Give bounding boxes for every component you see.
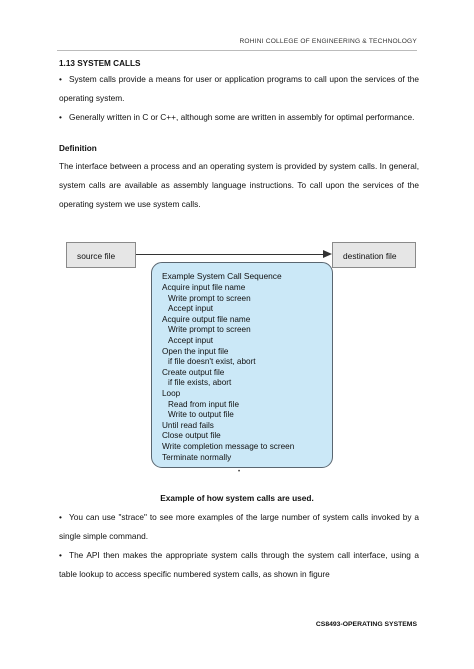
sequence-step: Create output file xyxy=(162,367,225,377)
bullet-text: Generally written in C or C++, although some are written in assembly for optimal performance. xyxy=(69,112,415,122)
sequence-step: Acquire output file name xyxy=(162,314,251,324)
definition-text: The interface between a process and an operating system is provided by system calls. In general, system calls are available as assembly language instructions. To call upon the services of the operating system we use system calls. xyxy=(59,161,419,209)
source-file-box: source file xyxy=(66,242,136,268)
system-call-figure xyxy=(66,238,418,478)
flow-arrow-line xyxy=(136,254,324,255)
sequence-step: Accept input xyxy=(168,304,214,314)
bullet-item xyxy=(59,508,419,546)
sequence-step: if file doesn't exist, abort xyxy=(168,357,256,367)
header-divider xyxy=(57,50,417,51)
sequence-step: Write prompt to screen xyxy=(168,293,251,303)
sequence-step: Open the input file xyxy=(162,346,229,356)
sequence-title: Example System Call Sequence xyxy=(162,271,282,281)
bullet-item xyxy=(59,70,419,108)
bullet-icon: • xyxy=(59,112,62,122)
arrow-head-icon xyxy=(323,250,332,258)
section-title: 1.13 SYSTEM CALLS xyxy=(59,59,141,68)
sequence-step: Read from input file xyxy=(168,399,239,409)
sequence-step: Write prompt to screen xyxy=(168,325,251,335)
figure-caption: Example of how system calls are used. xyxy=(160,493,314,503)
sequence-step: Until read fails xyxy=(162,420,214,430)
sequence-steps xyxy=(162,283,332,463)
bullet-text: You can use "strace" to see more examples of the large number of system calls invoked by a single simple command. xyxy=(59,512,419,541)
stray-dot: • xyxy=(238,469,241,475)
sequence-step: Accept input xyxy=(168,335,214,345)
bullet-icon: • xyxy=(59,512,62,522)
sequence-step: Terminate normally xyxy=(162,452,232,462)
bullet-icon: • xyxy=(59,74,62,84)
page-footer: CS8493-OPERATING SYSTEMS xyxy=(315,621,417,628)
bullet-text: The API then makes the appropriate system calls through the system call interface, using a table lookup to access specific numbered system calls, as shown in figure xyxy=(59,550,419,579)
bullet-icon: • xyxy=(59,550,62,560)
sequence-step: Loop xyxy=(162,388,181,398)
definition-heading: Definition xyxy=(59,144,97,153)
page-header: ROHINI COLLEGE OF ENGINEERING & TECHNOLOGY xyxy=(239,38,417,45)
bullet-item xyxy=(59,108,419,127)
sequence-step: if file exists, abort xyxy=(168,378,232,388)
destination-file-box: destination file xyxy=(332,242,416,268)
system-call-sequence-box xyxy=(151,262,333,468)
sequence-step: Write completion message to screen xyxy=(162,441,295,451)
sequence-step: Close output file xyxy=(162,431,221,441)
sequence-step: Acquire input file name xyxy=(162,283,246,292)
bullet-text: System calls provide a means for user or application programs to call upon the services of the operating system. xyxy=(59,74,419,103)
sequence-step: Write to output file xyxy=(168,410,234,420)
bullet-item xyxy=(59,546,419,584)
